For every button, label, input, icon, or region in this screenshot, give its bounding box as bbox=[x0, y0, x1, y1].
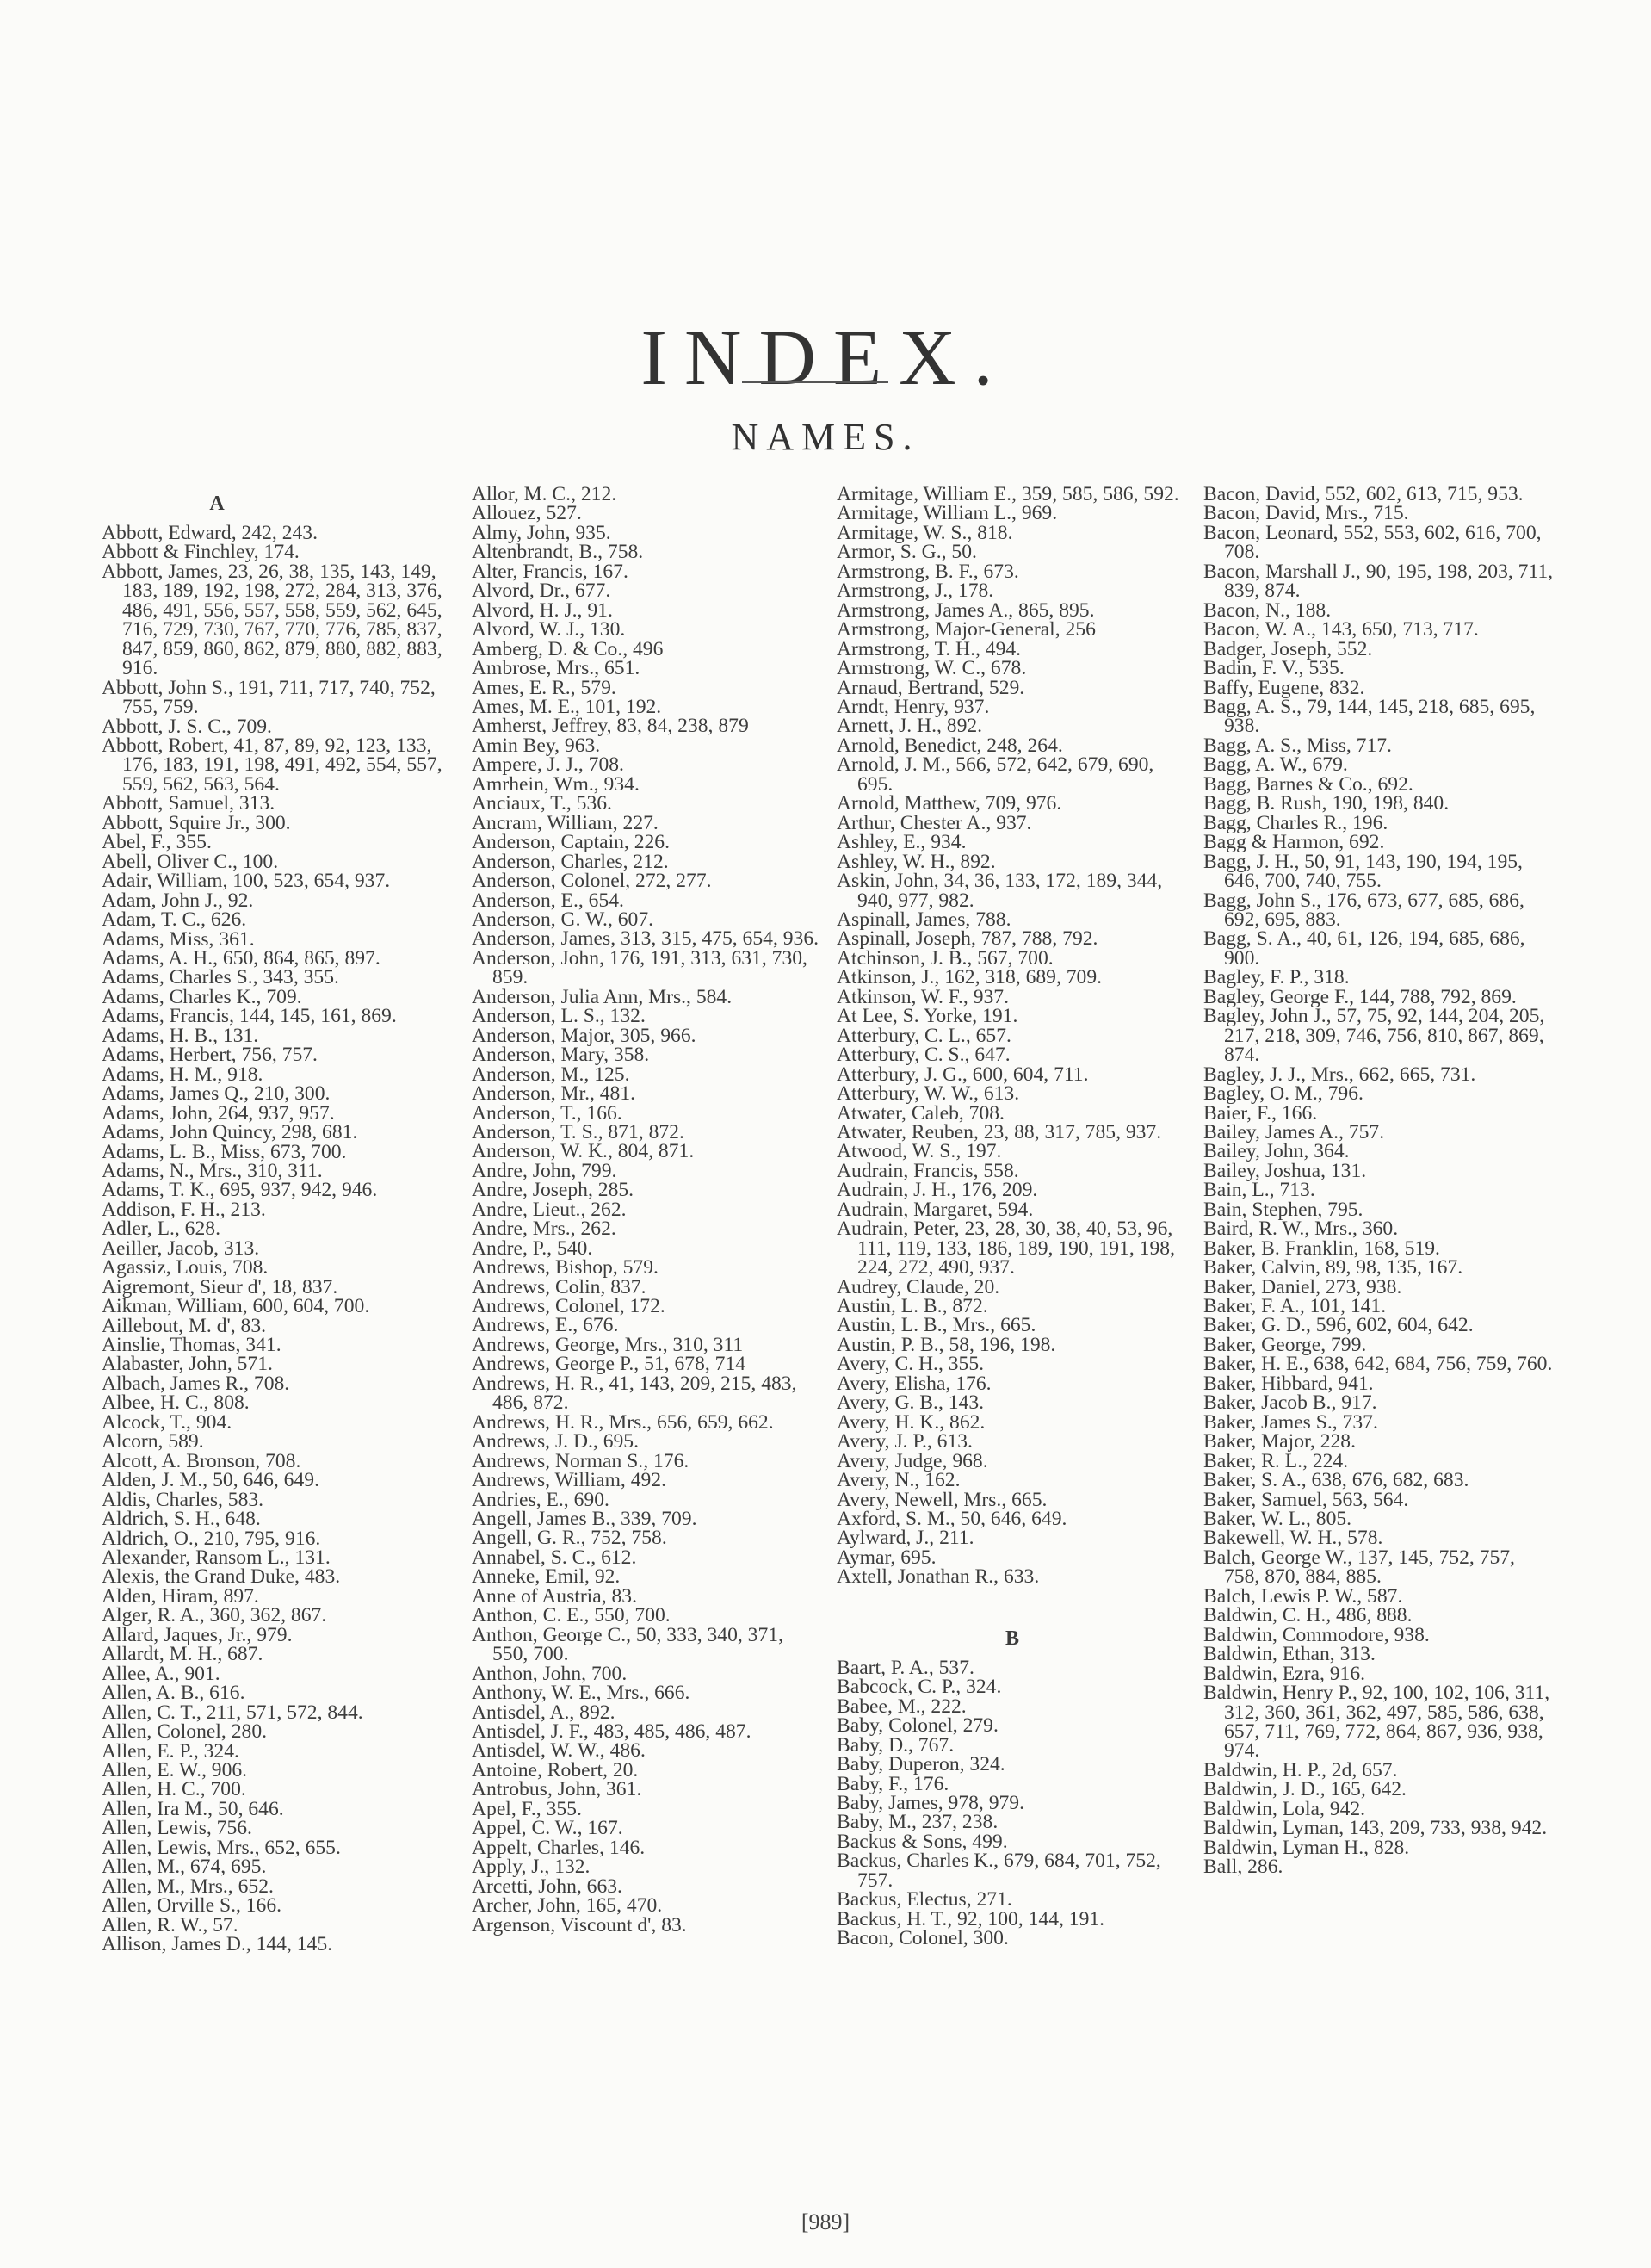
index-entry: Amin Bey, 963. bbox=[472, 734, 601, 757]
section-title: NAMES. bbox=[731, 416, 920, 458]
index-entry: Ames, M. E., 101, 192. bbox=[472, 695, 662, 718]
index-entry: Baldwin, Lola, 942. bbox=[1203, 1797, 1366, 1820]
index-entry: Baldwin, Commodore, 938. bbox=[1203, 1623, 1430, 1646]
index-entry: Andrews, H. R., 41, 143, 209, 215, 483, 486, 872. bbox=[472, 1372, 797, 1415]
index-entry: Allen, M., Mrs., 652. bbox=[102, 1875, 274, 1898]
index-entry: Anderson, Mr., 481. bbox=[472, 1082, 636, 1106]
index-entry: Alcorn, 589. bbox=[102, 1430, 204, 1453]
index-entry: Allen, C. T., 211, 571, 572, 844. bbox=[102, 1701, 363, 1724]
index-entry: Ambrose, Mrs., 651. bbox=[472, 657, 640, 680]
index-entry: Allen, M., 674, 695. bbox=[102, 1856, 267, 1879]
index-entry: Bain, L., 713. bbox=[1203, 1179, 1315, 1202]
index-entry: Atterbury, C. S., 647. bbox=[837, 1044, 1011, 1067]
index-entry: Alexander, Ransom L., 131. bbox=[102, 1546, 331, 1570]
index-entry: Alden, J. M., 50, 646, 649. bbox=[102, 1469, 319, 1492]
index-entry: Audrain, Peter, 23, 28, 30, 38, 40, 53, 96, 111, 119, 133, 186, 189, 190, 191, 198, 224, 272, 490, 937. bbox=[837, 1218, 1175, 1280]
index-entry: Anneke, Emil, 92. bbox=[472, 1565, 621, 1589]
index-entry: Baby, F., 176. bbox=[837, 1772, 949, 1795]
index-entry: Bagley, F. P., 318. bbox=[1203, 966, 1350, 989]
index-entry: Anderson, Colonel, 272, 277. bbox=[472, 870, 712, 893]
index-entry: Bagg, B. Rush, 190, 198, 840. bbox=[1203, 792, 1450, 815]
index-entry: Alter, Francis, 167. bbox=[472, 560, 628, 583]
index-entry: Avery, Elisha, 176. bbox=[837, 1372, 992, 1395]
index-entry: Andrews, William, 492. bbox=[472, 1469, 667, 1492]
index-entry: Alexis, the Grand Duke, 483. bbox=[102, 1565, 341, 1589]
index-entry: Adams, A. H., 650, 864, 865, 897. bbox=[102, 946, 380, 970]
index-entry: Bagg, John S., 176, 673, 677, 685, 686, 692, 695, 883. bbox=[1203, 889, 1524, 931]
index-entry: Andrews, Colonel, 172. bbox=[472, 1295, 665, 1318]
page-title: INDEX. bbox=[640, 313, 1011, 401]
index-entry: Audrain, Francis, 558. bbox=[837, 1159, 1019, 1182]
index-entry: Allen, R. W., 57. bbox=[102, 1913, 238, 1936]
index-entry: Armstrong, Major-General, 256 bbox=[837, 618, 1096, 641]
index-entry: Bagg, A. W., 679. bbox=[1203, 753, 1348, 777]
index-entry: Alvord, W. J., 130. bbox=[472, 618, 626, 641]
index-entry: Arnaud, Bertrand, 529. bbox=[837, 676, 1025, 699]
index-entry: Allen, H. C., 700. bbox=[102, 1778, 246, 1801]
index-entry: Arnett, J. H., 892. bbox=[837, 715, 983, 738]
index-entry: Abel, F., 355. bbox=[102, 831, 212, 854]
index-entry: Austin, L. B., Mrs., 665. bbox=[837, 1314, 1036, 1337]
index-entry: Abbott, Samuel, 313. bbox=[102, 792, 275, 815]
index-entry: Bagg & Harmon, 692. bbox=[1203, 831, 1385, 854]
index-entry: Austin, P. B., 58, 196, 198. bbox=[837, 1333, 1056, 1356]
index-entry: Abbott, Edward, 242, 243. bbox=[102, 522, 318, 544]
index-entry: Bacon, David, Mrs., 715. bbox=[1203, 502, 1409, 525]
index-column-1 bbox=[102, 485, 453, 1955]
index-entry: Baldwin, Ethan, 313. bbox=[1203, 1643, 1376, 1666]
letter-heading-a: A bbox=[209, 493, 225, 515]
index-entry: Ampere, J. J., 708. bbox=[472, 753, 624, 777]
index-entry: Anderson, Major, 305, 966. bbox=[472, 1024, 696, 1047]
index-entry: Avery, G. B., 143. bbox=[837, 1391, 985, 1415]
index-entry: Anderson, Mary, 358. bbox=[472, 1044, 650, 1067]
index-entry: Baker, H. E., 638, 642, 684, 756, 759, 760. bbox=[1203, 1353, 1553, 1376]
index-entry: Atterbury, J. G., 600, 604, 711. bbox=[837, 1063, 1089, 1086]
index-entry: Andries, E., 690. bbox=[472, 1488, 609, 1511]
index-entry: Adler, L., 628. bbox=[102, 1218, 220, 1241]
index-entry: Ball, 286. bbox=[1203, 1856, 1283, 1879]
index-entry: Adam, John J., 92. bbox=[102, 889, 254, 912]
index-entry: Adams, N., Mrs., 310, 311. bbox=[102, 1159, 323, 1182]
index-entry: Bacon, Marshall J., 90, 195, 198, 203, 711, 839, 874. bbox=[1203, 560, 1554, 603]
index-entry: Anciaux, T., 536. bbox=[472, 792, 612, 815]
index-entry: Angell, G. R., 752, 758. bbox=[472, 1527, 667, 1550]
index-entry: Askin, John, 34, 36, 133, 172, 189, 344, 940, 977, 982. bbox=[837, 870, 1163, 912]
index-entry: Avery, Newell, Mrs., 665. bbox=[837, 1488, 1048, 1511]
index-column-4 bbox=[1203, 485, 1555, 1877]
index-entry: Aldrich, O., 210, 795, 916. bbox=[102, 1527, 321, 1550]
index-entry: Amrhein, Wm., 934. bbox=[472, 772, 640, 796]
index-entry: Anderson, Charles, 212. bbox=[472, 850, 669, 873]
index-entry: Alden, Hiram, 897. bbox=[102, 1584, 259, 1608]
page-number: [989] bbox=[801, 2209, 850, 2234]
index-entry: Amberg, D. & Co., 496 bbox=[472, 637, 664, 660]
index-entry: Arthur, Chester A., 937. bbox=[837, 811, 1032, 834]
index-entry: Atterbury, C. L., 657. bbox=[837, 1024, 1011, 1047]
index-entry: Atkinson, J., 162, 318, 689, 709. bbox=[837, 966, 1103, 989]
index-entry: Addison, F. H., 213. bbox=[102, 1198, 266, 1221]
index-entry: Anderson, Julia Ann, Mrs., 584. bbox=[472, 985, 733, 1008]
index-entry: Baker, F. A., 101, 141. bbox=[1203, 1295, 1387, 1318]
index-entry: Allardt, M. H., 687. bbox=[102, 1643, 263, 1666]
section-spacer bbox=[837, 1587, 1188, 1620]
index-entry: Ancram, William, 227. bbox=[472, 811, 659, 834]
index-entry: Armstrong, B. F., 673. bbox=[837, 560, 1019, 583]
index-entry: Atterbury, W. W., 613. bbox=[837, 1082, 1020, 1106]
index-entry: Allison, James D., 144, 145. bbox=[102, 1933, 333, 1956]
index-entry: Avery, J. P., 613. bbox=[837, 1430, 973, 1453]
index-entry: Anderson, John, 176, 191, 313, 631, 730, 859. bbox=[472, 946, 807, 989]
index-entry: Balch, George W., 137, 145, 752, 757, 758, 870, 884, 885. bbox=[1203, 1546, 1515, 1589]
index-entry: Adams, Herbert, 756, 757. bbox=[102, 1044, 318, 1067]
index-entry: Baker, George, 799. bbox=[1203, 1333, 1367, 1356]
index-entry: Balch, Lewis P. W., 587. bbox=[1203, 1584, 1403, 1608]
index-entry: Bagley, O. M., 796. bbox=[1203, 1082, 1363, 1106]
index-entry: Andrews, Colin, 837. bbox=[472, 1275, 646, 1298]
index-entry: Abbott, J. S. C., 709. bbox=[102, 715, 272, 738]
index-entry: Atwood, W. S., 197. bbox=[837, 1140, 1002, 1163]
index-entry: Bagg, J. H., 50, 91, 143, 190, 194, 195, 646, 700, 740, 755. bbox=[1203, 850, 1523, 893]
index-entry: Andre, John, 799. bbox=[472, 1159, 617, 1182]
index-entry: Bacon, Leonard, 552, 553, 602, 616, 700, 708. bbox=[1203, 521, 1542, 564]
index-entry: Allor, M. C., 212. bbox=[472, 483, 617, 505]
index-entry: Baby, M., 237, 238. bbox=[837, 1811, 999, 1834]
index-entry: Atkinson, W. F., 937. bbox=[837, 985, 1010, 1008]
index-entry: Baker, Jacob B., 917. bbox=[1203, 1391, 1377, 1415]
index-entry: Babcock, C. P., 324. bbox=[837, 1676, 1002, 1699]
index-entry: Argenson, Viscount d', 83. bbox=[472, 1913, 687, 1936]
index-entry: Axford, S. M., 50, 646, 649. bbox=[837, 1508, 1067, 1531]
index-column-3 bbox=[837, 485, 1188, 1949]
index-entry: Baby, D., 767. bbox=[837, 1733, 955, 1757]
index-entry: Alvord, Dr., 677. bbox=[472, 579, 611, 603]
index-entry: Audrain, Margaret, 594. bbox=[837, 1198, 1034, 1221]
index-entry: Baffy, Eugene, 832. bbox=[1203, 676, 1365, 699]
index-entry: Andrews, Bishop, 579. bbox=[472, 1256, 659, 1280]
index-entry: Bagg, S. A., 40, 61, 126, 194, 685, 686, 900. bbox=[1203, 927, 1525, 970]
index-entry: Allen, E. P., 324. bbox=[102, 1739, 239, 1763]
index-entry: Andre, Joseph, 285. bbox=[472, 1179, 634, 1202]
index-entry: Allen, E. W., 906. bbox=[102, 1759, 248, 1782]
index-entry: Baker, James S., 737. bbox=[1203, 1410, 1378, 1434]
index-entry: Backus & Sons, 499. bbox=[837, 1830, 1008, 1853]
index-entry: Alger, R. A., 360, 362, 867. bbox=[102, 1604, 327, 1627]
index-entry: Antisdel, J. F., 483, 485, 486, 487. bbox=[472, 1720, 751, 1743]
index-entry: Altenbrandt, B., 758. bbox=[472, 541, 644, 564]
index-entry: Bagley, J. J., Mrs., 662, 665, 731. bbox=[1203, 1063, 1476, 1086]
index-entry: Antisdel, W. W., 486. bbox=[472, 1739, 646, 1763]
index-entry: Bagg, Barnes & Co., 692. bbox=[1203, 772, 1413, 796]
index-entry: Audrey, Claude, 20. bbox=[837, 1275, 1000, 1298]
index-entry: Baier, F., 166. bbox=[1203, 1101, 1318, 1125]
index-entry: Alcott, A. Bronson, 708. bbox=[102, 1449, 301, 1472]
index-column-2 bbox=[472, 485, 823, 1935]
index-entry: Aeiller, Jacob, 313. bbox=[102, 1236, 260, 1260]
index-entry: Apply, J., 132. bbox=[472, 1856, 591, 1879]
index-entry: Bailey, John, 364. bbox=[1203, 1140, 1350, 1163]
index-entry: Anderson, G. W., 607. bbox=[472, 908, 654, 931]
index-entry: Appel, C. W., 167. bbox=[472, 1817, 623, 1840]
index-entry: Adams, James Q., 210, 300. bbox=[102, 1082, 331, 1106]
index-entry: Alabaster, John, 571. bbox=[102, 1353, 273, 1376]
index-entry: Amherst, Jeffrey, 83, 84, 238, 879 bbox=[472, 715, 749, 738]
index-entry: Baby, James, 978, 979. bbox=[837, 1792, 1024, 1814]
index-entry: Armitage, William L., 969. bbox=[837, 502, 1058, 525]
index-entry: Babee, M., 222. bbox=[837, 1695, 967, 1718]
index-entry: Backus, Electus, 271. bbox=[837, 1888, 1012, 1912]
index-entry: Abell, Oliver C., 100. bbox=[102, 850, 279, 873]
index-entry: Appelt, Charles, 146. bbox=[472, 1836, 646, 1859]
index-entry: Bagley, John J., 57, 75, 92, 144, 204, 205, 217, 218, 309, 746, 756, 810, 867, 869, 874. bbox=[1203, 1005, 1545, 1067]
index-entry: Anderson, W. K., 804, 871. bbox=[472, 1140, 695, 1163]
index-entry: Aylward, J., 211. bbox=[837, 1527, 974, 1550]
index-entry: Bacon, David, 552, 602, 613, 715, 953. bbox=[1203, 483, 1524, 505]
index-entry: Anderson, E., 654. bbox=[472, 889, 624, 912]
index-entry: Andrews, George, Mrs., 310, 311 bbox=[472, 1333, 744, 1356]
index-entry: Bailey, Joshua, 131. bbox=[1203, 1159, 1367, 1182]
index-entry: Armitage, W. S., 818. bbox=[837, 521, 1013, 544]
index-entry: Ashley, W. H., 892. bbox=[837, 850, 996, 873]
index-entry: Andrews, George P., 51, 678, 714 bbox=[472, 1353, 746, 1376]
index-entry: Atwater, Caleb, 708. bbox=[837, 1101, 1005, 1125]
index-entry: Allouez, 527. bbox=[472, 502, 582, 525]
index-entry: Abbott, Robert, 41, 87, 89, 92, 123, 133, 176, 183, 191, 198, 491, 492, 554, 557, 559, 562, 563, 564. bbox=[102, 734, 442, 796]
index-entry: Allen, Ira M., 50, 646. bbox=[102, 1797, 284, 1820]
index-entry: Andrews, E., 676. bbox=[472, 1314, 619, 1337]
index-entry: Anthon, John, 700. bbox=[472, 1662, 628, 1685]
index-entry: Anderson, M., 125. bbox=[472, 1063, 630, 1086]
index-entry: Bailey, James A., 757. bbox=[1203, 1120, 1385, 1143]
index-entry: Aikman, William, 600, 604, 700. bbox=[102, 1295, 370, 1318]
index-entry: Adams, Francis, 144, 145, 161, 869. bbox=[102, 1005, 397, 1028]
index-entry: Apel, F., 355. bbox=[472, 1797, 582, 1820]
index-entry: Armstrong, J., 178. bbox=[837, 579, 994, 603]
index-entry: Axtell, Jonathan R., 633. bbox=[837, 1565, 1040, 1589]
index-entry: Badin, F. V., 535. bbox=[1203, 657, 1345, 680]
index-entry: Aspinall, James, 788. bbox=[837, 908, 1011, 931]
index-entry: Baldwin, Henry P., 92, 100, 102, 106, 311, 312, 360, 361, 362, 497, 585, 586, 638, 657, 711, 769, 772, 864, 867, 936, 938, 974. bbox=[1203, 1682, 1550, 1763]
index-entry: Anthon, C. E., 550, 700. bbox=[472, 1604, 671, 1627]
index-entry: Armstrong, T. H., 494. bbox=[837, 637, 1022, 660]
index-entry: Baby, Duperon, 324. bbox=[837, 1753, 1005, 1776]
index-entry: Baker, G. D., 596, 602, 604, 642. bbox=[1203, 1314, 1474, 1337]
index-entry: Ames, E. R., 579. bbox=[472, 676, 616, 699]
index-entry: Adams, Miss, 361. bbox=[102, 927, 255, 951]
index-entry: Antoine, Robert, 20. bbox=[472, 1758, 639, 1782]
index-entry: Bacon, Colonel, 300. bbox=[837, 1927, 1009, 1950]
index-entry: Armstrong, W. C., 678. bbox=[837, 657, 1027, 680]
index-entry: Ashley, E., 934. bbox=[837, 831, 967, 854]
index-entry: Baart, P. A., 537. bbox=[837, 1656, 974, 1679]
index-entry: Baldwin, C. H., 486, 888. bbox=[1203, 1604, 1413, 1627]
index-entry: Alcock, T., 904. bbox=[102, 1410, 232, 1434]
index-entry: Bagley, George F., 144, 788, 792, 869. bbox=[1203, 985, 1517, 1008]
index-entry: Anderson, L. S., 132. bbox=[472, 1005, 646, 1028]
index-entry: Allen, A. B., 616. bbox=[102, 1682, 245, 1705]
index-entry: Arnold, J. M., 566, 572, 642, 679, 690, 695. bbox=[837, 753, 1154, 796]
index-entry: Arndt, Henry, 937. bbox=[837, 695, 990, 718]
index-entry: Albach, James R., 708. bbox=[102, 1372, 290, 1395]
index-entry: Abbott, James, 23, 26, 38, 135, 143, 149, 183, 189, 192, 198, 272, 284, 313, 376, 486, 491, 556, 557, 558, 559, 562, 645, 716, 729, 730, 767, 770, 776, 785, 837, 847, 859, 860, 862, 879, 880, 882, 883, 916. bbox=[102, 560, 442, 680]
index-entry: Armor, S. G., 50. bbox=[837, 541, 977, 564]
index-entry: Aymar, 695. bbox=[837, 1546, 937, 1569]
index-entry: Baker, Calvin, 89, 98, 135, 167. bbox=[1203, 1256, 1463, 1280]
index-entry: Bagg, A. S., 79, 144, 145, 218, 685, 695, 938. bbox=[1203, 695, 1536, 738]
index-entry: Bagg, A. S., Miss, 717. bbox=[1203, 734, 1392, 757]
index-entry: Avery, C. H., 355. bbox=[837, 1353, 985, 1376]
index-entry: Allen, Lewis, 756. bbox=[102, 1817, 252, 1840]
index-entry: Antisdel, A., 892. bbox=[472, 1701, 615, 1724]
index-entry: Anne of Austria, 83. bbox=[472, 1584, 637, 1608]
index-entry: Allen, Colonel, 280. bbox=[102, 1720, 268, 1744]
index-entry: Aldrich, S. H., 648. bbox=[102, 1508, 261, 1531]
index-entry: Baby, Colonel, 279. bbox=[837, 1714, 999, 1738]
index-entry: Baldwin, Ezra, 916. bbox=[1203, 1662, 1366, 1685]
index-entry: Armstrong, James A., 865, 895. bbox=[837, 598, 1095, 622]
index-entry: Bain, Stephen, 795. bbox=[1203, 1198, 1363, 1221]
index-entry: Bagg, Charles R., 196. bbox=[1203, 811, 1388, 834]
index-entry: Anderson, James, 313, 315, 475, 654, 936. bbox=[472, 927, 819, 951]
index-entry: Andrews, Norman S., 176. bbox=[472, 1449, 689, 1472]
index-entry: Baker, Hibbard, 941. bbox=[1203, 1372, 1374, 1395]
index-entry: Baldwin, H. P., 2d, 657. bbox=[1203, 1758, 1398, 1782]
index-entry: Baker, R. L., 224. bbox=[1203, 1449, 1349, 1472]
index-entry: Aigremont, Sieur d', 18, 837. bbox=[102, 1275, 338, 1298]
index-entry: Aillebout, M. d', 83. bbox=[102, 1314, 267, 1337]
index-entry: Andrews, J. D., 695. bbox=[472, 1430, 639, 1453]
index-entry: Avery, N., 162. bbox=[837, 1469, 961, 1492]
index-entry: Backus, H. T., 92, 100, 144, 191. bbox=[837, 1907, 1105, 1930]
index-entry: Avery, H. K., 862. bbox=[837, 1410, 986, 1434]
index-entry: Andre, Lieut., 262. bbox=[472, 1198, 627, 1221]
index-entry: Backus, Charles K., 679, 684, 701, 752, 757. bbox=[837, 1850, 1161, 1892]
index-entry: Aldis, Charles, 583. bbox=[102, 1488, 264, 1511]
index-entry: Baldwin, J. D., 165, 642. bbox=[1203, 1778, 1407, 1801]
index-entry: Baker, Major, 228. bbox=[1203, 1430, 1356, 1453]
index-entry: Adams, H. M., 918. bbox=[102, 1063, 263, 1086]
index-entry: Bacon, N., 188. bbox=[1203, 598, 1332, 622]
index-entry: Albee, H. C., 808. bbox=[102, 1391, 250, 1415]
index-entry: Alvord, H. J., 91. bbox=[472, 598, 613, 622]
index-entry: Arnold, Matthew, 709, 976. bbox=[837, 792, 1062, 815]
index-entry: Adams, L. B., Miss, 673, 700. bbox=[102, 1140, 347, 1163]
index-entry: Allen, Lewis, Mrs., 652, 655. bbox=[102, 1836, 341, 1859]
index-entry: Adams, H. B., 131. bbox=[102, 1024, 259, 1047]
index-entry: Audrain, J. H., 176, 209. bbox=[837, 1179, 1038, 1202]
index-entry: Baker, W. L., 805. bbox=[1203, 1508, 1352, 1531]
index-entry: Baker, S. A., 638, 676, 682, 683. bbox=[1203, 1469, 1469, 1492]
index-entry: Baker, Samuel, 563, 564. bbox=[1203, 1488, 1409, 1511]
index-entry: Andre, Mrs., 262. bbox=[472, 1218, 616, 1241]
index-entry: Baker, Daniel, 273, 938. bbox=[1203, 1275, 1402, 1298]
index-entry: Bacon, W. A., 143, 650, 713, 717. bbox=[1203, 618, 1479, 641]
index-entry: Armitage, William E., 359, 585, 586, 592. bbox=[837, 483, 1179, 505]
index-entry: Adam, T. C., 626. bbox=[102, 908, 247, 932]
index-entry: Adams, T. K., 695, 937, 942, 946. bbox=[102, 1179, 378, 1202]
index-entry: Adams, John Quincy, 298, 681. bbox=[102, 1121, 358, 1144]
index-entry: Ainslie, Thomas, 341. bbox=[102, 1334, 281, 1357]
index-entry: Baldwin, Lyman H., 828. bbox=[1203, 1836, 1410, 1859]
index-entry: Anderson, T., 166. bbox=[472, 1101, 622, 1125]
index-entry: Avery, Judge, 968. bbox=[837, 1449, 988, 1472]
title-divider bbox=[742, 381, 888, 383]
index-entry: Atwater, Reuben, 23, 88, 317, 785, 937. bbox=[837, 1120, 1162, 1143]
index-entry: Adams, John, 264, 937, 957. bbox=[102, 1101, 335, 1125]
index-entry: Angell, James B., 339, 709. bbox=[472, 1508, 697, 1531]
index-entry: Aspinall, Joseph, 787, 788, 792. bbox=[837, 927, 1098, 951]
index-entry: Archer, John, 165, 470. bbox=[472, 1894, 663, 1918]
index-entry: Annabel, S. C., 612. bbox=[472, 1546, 637, 1569]
index-entry: Anthony, W. E., Mrs., 666. bbox=[472, 1682, 690, 1705]
index-entry: Antrobus, John, 361. bbox=[472, 1778, 642, 1801]
index-entry: Allee, A., 901. bbox=[102, 1662, 220, 1685]
letter-heading-b: B bbox=[1005, 1627, 1019, 1650]
index-entry: Badger, Joseph, 552. bbox=[1203, 637, 1373, 660]
index-entry: Anderson, Captain, 226. bbox=[472, 831, 671, 854]
index-entry: Austin, L. B., 872. bbox=[837, 1295, 988, 1318]
index-entry: Anderson, T. S., 871, 872. bbox=[472, 1120, 684, 1143]
index-entry: Abbott, Squire Jr., 300. bbox=[102, 811, 291, 834]
index-entry: Bakewell, W. H., 578. bbox=[1203, 1527, 1383, 1550]
index-entry: Allen, Orville S., 166. bbox=[102, 1894, 282, 1918]
index-entry: Baird, R. W., Mrs., 360. bbox=[1203, 1218, 1399, 1241]
index-entry: Arnold, Benedict, 248, 264. bbox=[837, 734, 1063, 757]
index-entry: Andrews, H. R., Mrs., 656, 659, 662. bbox=[472, 1410, 774, 1434]
index-entry: Andre, P., 540. bbox=[472, 1236, 593, 1260]
index-entry: Anthon, George C., 50, 333, 340, 371, 550, 700. bbox=[472, 1623, 783, 1666]
index-entry: Almy, John, 935. bbox=[472, 521, 611, 544]
index-entry: Adams, Charles K., 709. bbox=[102, 985, 302, 1008]
index-entry: Agassiz, Louis, 708. bbox=[102, 1256, 269, 1280]
index-entry: Baldwin, Lyman, 143, 209, 733, 938, 942. bbox=[1203, 1817, 1548, 1840]
index-entry: Allard, Jaques, Jr., 979. bbox=[102, 1623, 293, 1646]
index-entry: Abbott & Finchley, 174. bbox=[102, 541, 300, 564]
index-entry: At Lee, S. Yorke, 191. bbox=[837, 1005, 1018, 1028]
index-entry: Adair, William, 100, 523, 654, 937. bbox=[102, 870, 391, 893]
index-entry: Abbott, John S., 191, 711, 717, 740, 752, 755, 759. bbox=[102, 676, 436, 719]
index-entry: Atchinson, J. B., 567, 700. bbox=[837, 946, 1054, 970]
index-entry: Adams, Charles S., 343, 355. bbox=[102, 966, 339, 989]
index-entry: Baker, B. Franklin, 168, 519. bbox=[1203, 1236, 1440, 1260]
index-entry: Arcetti, John, 663. bbox=[472, 1875, 622, 1898]
